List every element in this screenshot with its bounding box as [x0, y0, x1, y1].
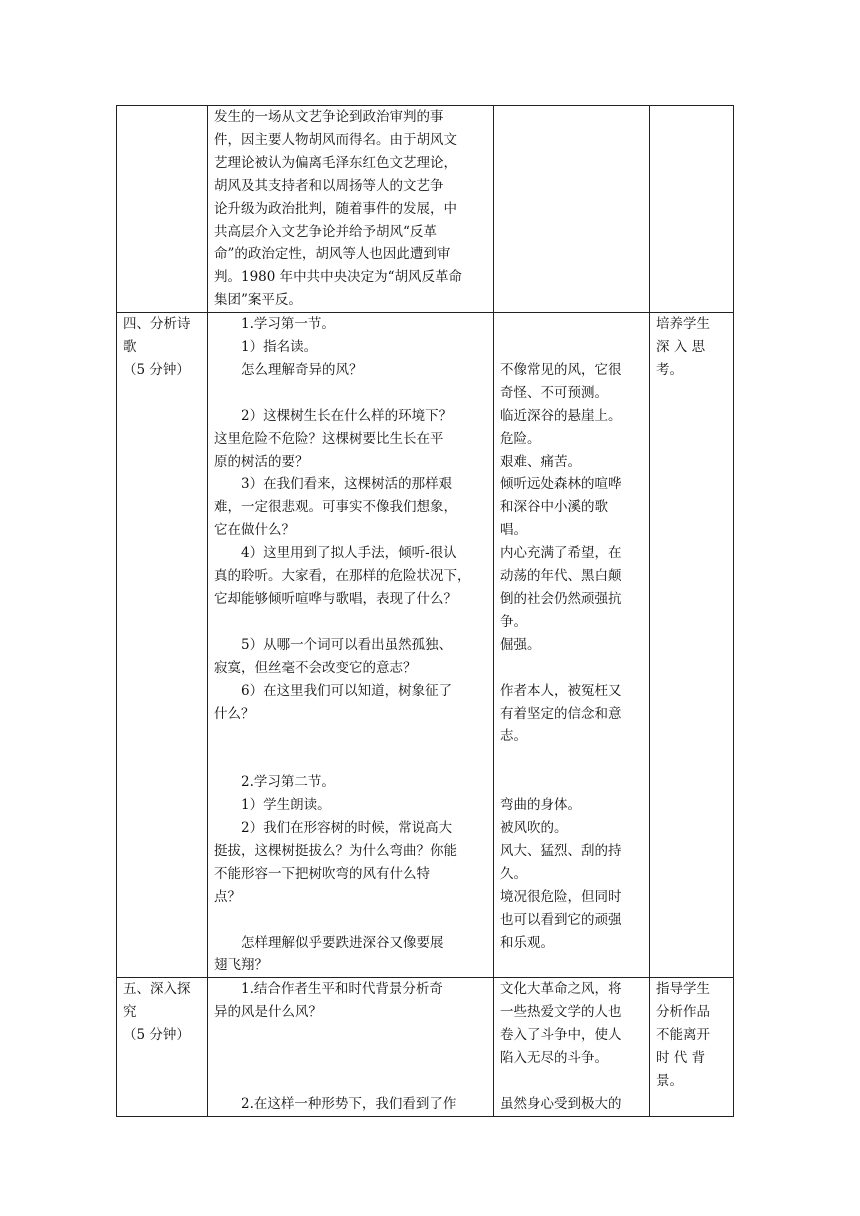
answer-line: 倒的社会仍然顽强抗: [500, 591, 622, 608]
text-line: 1）指名读。: [241, 339, 318, 356]
purpose-cell: [650, 106, 734, 313]
answer-line: 动荡的年代、黑白颠: [500, 568, 622, 585]
question-line: 它在做什么？: [214, 522, 295, 539]
answer-line: 虽然身心受到极大的: [500, 1095, 622, 1112]
answer-cell: [494, 978, 650, 1116]
step-title: 歌: [123, 339, 137, 356]
purpose-line: 考。: [656, 361, 683, 378]
question-line: 它却能够倾听喧哗与歌唱，表现了什么？: [214, 591, 457, 608]
step-title: 五、深入探: [123, 981, 191, 998]
answer-line: 志。: [500, 728, 527, 745]
question-line: 2）这棵树生长在什么样的环境下？: [241, 407, 453, 424]
table-row: [117, 978, 734, 1116]
answer-line: 倾听远处森林的喧哗: [500, 476, 622, 493]
answer-line: 文化大革命之风，将: [500, 981, 622, 998]
step-duration: （5 分钟）: [123, 361, 190, 378]
purpose-line: 分析作品: [656, 1004, 710, 1021]
answer-line: 卷入了斗争中，使人: [500, 1027, 622, 1044]
purpose-cell: [650, 978, 734, 1116]
answer-cell: [494, 106, 650, 313]
purpose-line: 不能离开: [656, 1027, 710, 1044]
step-title: 究: [123, 1004, 137, 1021]
question-line: 这里危险不危险？这棵树要比生长在平: [214, 430, 444, 447]
text-line: 1）学生朗读。: [241, 797, 331, 814]
table-row: [117, 106, 734, 313]
answer-line: 临近深谷的悬崖上。: [500, 407, 622, 424]
question-line: 难，一定很悲观。可事实不像我们想象，: [214, 499, 457, 516]
text-line: 艺理论被认为偏离毛泽东红色文艺理论，: [214, 154, 457, 171]
section-heading: 1.学习第一节。: [241, 316, 335, 333]
question-line: 点？: [214, 888, 241, 905]
answer-line: 弯曲的身体。: [500, 797, 581, 814]
question-line: 挺拔，这棵树挺拔么？为什么弯曲？你能: [214, 842, 457, 859]
purpose-cell: [650, 313, 734, 978]
text-line: 胡风及其支持者和以周扬等人的文艺争: [214, 177, 444, 194]
text-line: 集团”案平反。: [214, 292, 302, 309]
text-line: 共高层介入文艺争论并给予胡风“反革: [214, 223, 437, 240]
question-line: 翅飞翔？: [214, 957, 268, 974]
purpose-line: 指导学生: [656, 981, 710, 998]
question-line: 异的风是什么风？: [214, 1004, 322, 1021]
question-line: 原的树活的要？: [214, 453, 309, 470]
question-line: 真的聆听。大家看，在那样的危险状况下，: [214, 568, 471, 585]
text-line: 论升级为政治批判，随着事件的发展，中: [214, 200, 457, 217]
answer-line: 争。: [500, 613, 527, 630]
answer-line: 有着坚定的信念和意: [500, 705, 622, 722]
answer-line: 和乐观。: [500, 934, 554, 951]
step-cell: [117, 106, 208, 313]
purpose-line: 时 代 背: [656, 1050, 706, 1067]
step-cell: [117, 978, 208, 1116]
text-line: 发生的一场从文艺争论到政治审判的事: [214, 109, 444, 125]
text-line: 件，因主要人物胡风而得名。由于胡风文: [214, 131, 457, 148]
answer-line: 被风吹的。: [500, 820, 568, 837]
question-line: 怎样理解似乎要跌进深谷又像要展: [241, 934, 444, 951]
step-title: 四、分析诗: [123, 316, 191, 333]
question-line: 4）这里用到了拟人手法，倾听-很认: [241, 545, 457, 562]
table-row: [117, 313, 734, 978]
step-duration: （5 分钟）: [123, 1027, 190, 1044]
content-cell: [208, 978, 494, 1116]
answer-line: 内心充满了希望，在: [500, 545, 622, 562]
question-line: 6）在这里我们可以知道，树象征了: [241, 682, 453, 699]
answer-line: 也可以看到它的顽强: [500, 911, 622, 928]
question-line: 3）在我们看来，这棵树活的那样艰: [241, 476, 453, 493]
question-line: 1.结合作者生平和时代背景分析奇: [241, 981, 443, 998]
answer-line: 艰难、痛苦。: [500, 453, 581, 470]
text-line: 命”的政治定性，胡风等人也因此遭到审: [214, 246, 451, 263]
question-line: 不能形容一下把树吹弯的风有什么特: [214, 865, 430, 882]
answer-line: 奇怪、不可预测。: [500, 384, 608, 401]
step-cell: [117, 313, 208, 978]
answer-line: 危险。: [500, 430, 541, 447]
content-cell: [208, 106, 494, 313]
answer-line: 一些热爱文学的人也: [500, 1004, 622, 1021]
answer-line: 倔强。: [500, 636, 541, 653]
question-line: 寂寞，但丝毫不会改变它的意志？: [214, 659, 417, 676]
text-line: 判。1980 年中共中央决定为“胡风反革命: [214, 269, 463, 286]
answer-line: 境况很危险，但同时: [500, 888, 622, 905]
answer-line: 久。: [500, 865, 527, 882]
answer-line: 唱。: [500, 522, 527, 539]
question-line: 5）从哪一个词可以看出虽然孤独、: [241, 636, 453, 653]
answer-line: 风大、猛烈、刮的持: [500, 842, 622, 859]
question-line: 怎么理解奇异的风？: [241, 361, 363, 378]
lesson-plan-table: [116, 105, 734, 1117]
section-heading: 2.学习第二节。: [241, 774, 335, 791]
question-line: 2.在这样一种形势下，我们看到了作: [241, 1095, 457, 1112]
question-line: 什么？: [214, 705, 255, 722]
answer-line: 和深谷中小溪的歌: [500, 499, 608, 516]
answer-line: 陷入无尽的斗争。: [500, 1050, 608, 1067]
question-line: 2）我们在形容树的时候，常说高大: [241, 820, 453, 837]
purpose-line: 深 入 思: [656, 339, 706, 356]
answer-line: 不像常见的风，它很: [500, 361, 622, 378]
answer-cell: [494, 313, 650, 978]
answer-line: 作者本人，被冤枉又: [500, 682, 622, 699]
content-cell: [208, 313, 494, 978]
purpose-line: 培养学生: [656, 316, 710, 333]
purpose-line: 景。: [656, 1073, 683, 1089]
